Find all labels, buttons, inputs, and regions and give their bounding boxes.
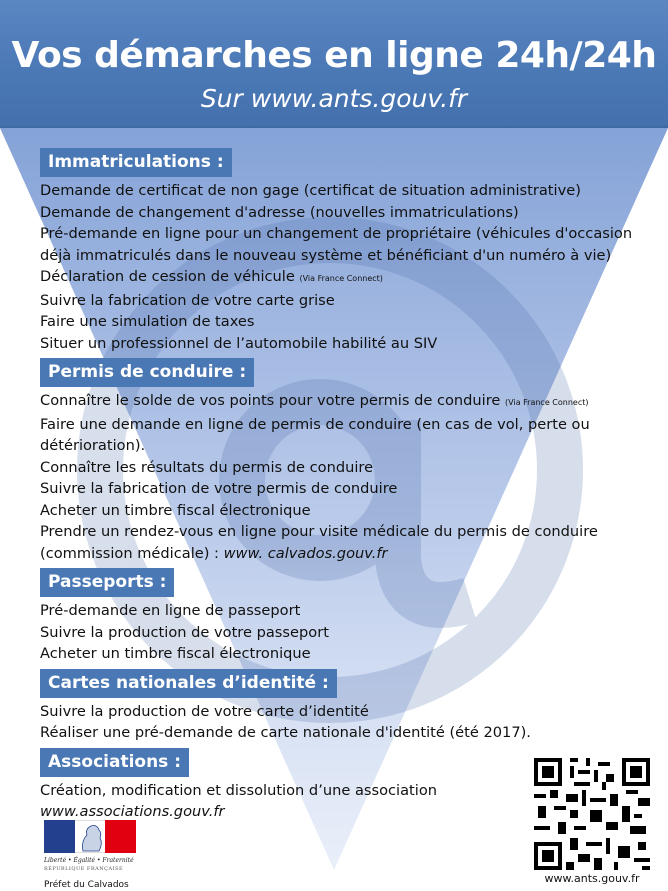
qr-code-icon[interactable] xyxy=(534,758,650,870)
associations-link[interactable]: www.associations.gouv.fr xyxy=(40,803,225,820)
section-title: Permis de conduire : xyxy=(40,358,254,387)
page-subtitle: Sur www.ants.gouv.fr xyxy=(200,84,468,113)
list-item-text: Déclaration de cession de véhicule xyxy=(40,268,295,285)
list-item: Demande de changement d'adresse (nouvelles immatriculations) xyxy=(40,203,519,221)
services-list xyxy=(40,148,650,827)
list-item: Pré-demande en ligne pour un changement de propriétaire (véhicules d'occasion déjà immatriculés dans le nouveau système et bénéficiant d'un numéro à vie) xyxy=(40,225,633,264)
prefet-label: Préfet du Calvados xyxy=(44,880,129,890)
list-item: Demande de certificat de non gage (certificat de situation administrative) xyxy=(40,182,581,199)
republic-motto: Liberté • Égalité • Fraternité xyxy=(44,857,134,864)
france-connect-note: (Via France Connect) xyxy=(299,274,383,283)
list-item: Situer un professionnel de l’automobile habilité au SIV xyxy=(40,334,438,352)
section-title: Passeports : xyxy=(40,568,174,597)
list-item: Suivre la production de votre passeport xyxy=(40,623,329,641)
list-item: Création, modification et dissolution d’une association xyxy=(40,781,438,799)
page-title: Vos démarches en ligne 24h/24h xyxy=(11,35,657,76)
header-banner xyxy=(0,0,668,128)
list-item xyxy=(40,266,650,290)
list-item-text: Connaître le solde de vos points pour votre permis de conduire xyxy=(40,392,501,409)
list-item: Faire une demande en ligne de permis de conduire (en cas de vol, perte ou détérioration). xyxy=(40,415,590,454)
list-item: Faire une simulation de taxes xyxy=(40,313,255,330)
list-item: Acheter un timbre fiscal électronique xyxy=(40,645,311,662)
section-title: Associations : xyxy=(40,748,189,777)
section-passeports xyxy=(40,568,650,665)
marianne-logo xyxy=(44,820,136,853)
prefecture-logo xyxy=(44,820,144,890)
france-connect-note: (Via France Connect) xyxy=(505,398,589,407)
list-item: Réaliser une pré-demande de carte nationale d'identité (été 2017). xyxy=(40,724,531,741)
list-item: Suivre la fabrication de votre carte grise xyxy=(40,291,335,309)
qr-caption: www.ants.gouv.fr xyxy=(544,872,640,885)
list-item: Acheter un timbre fiscal électronique xyxy=(40,501,311,519)
calvados-link[interactable]: www. calvados.gouv.fr xyxy=(223,544,388,562)
list-item: Suivre la fabrication de votre permis de conduire xyxy=(40,480,398,497)
republic-name: RÉPUBLIQUE FRANÇAISE xyxy=(44,866,124,872)
section-title: Immatriculations : xyxy=(40,148,232,177)
section-cartes-identite xyxy=(40,669,650,744)
list-item-text: Prendre un rendez-vous en ligne pour visite médicale du permis de conduire (commission médicale) : xyxy=(40,523,598,562)
list-item xyxy=(40,390,650,414)
list-item: Pré-demande en ligne de passeport xyxy=(40,602,301,619)
marianne-profile-icon xyxy=(75,821,105,854)
list-item: Suivre la production de votre carte d’identité xyxy=(40,702,369,720)
section-immatriculations xyxy=(40,148,650,354)
list-item: Connaître les résultats du permis de conduire xyxy=(40,458,374,476)
section-title: Cartes nationales d’identité : xyxy=(40,669,337,698)
section-permis-de-conduire xyxy=(40,358,650,564)
list-item xyxy=(40,521,650,564)
